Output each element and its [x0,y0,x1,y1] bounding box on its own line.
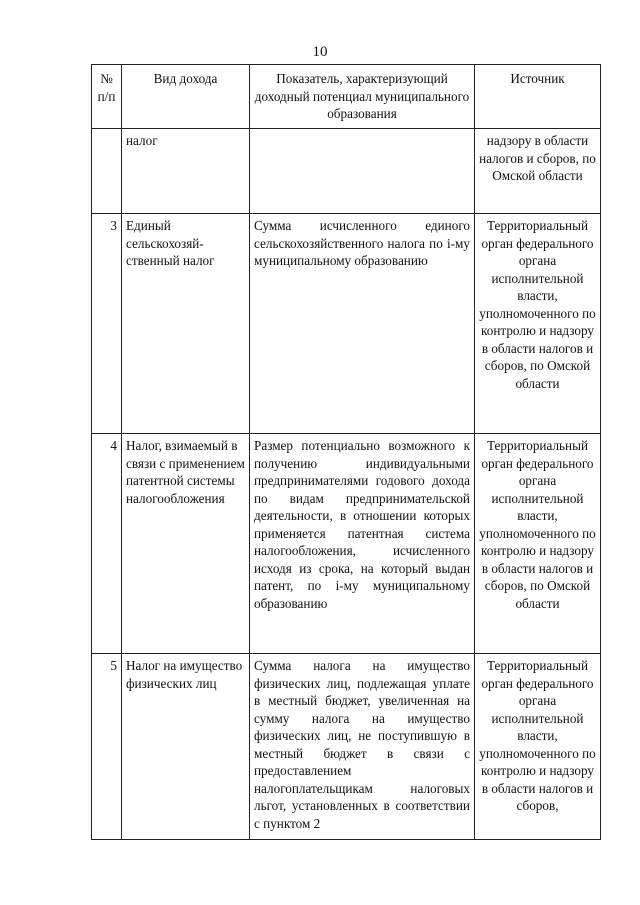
row-source: Территориальный орган федерального органа исполнительной власти, уполномоченного по контролю и надзору в области налогов и сборов, [475,654,601,840]
row-number [92,129,122,214]
table-header-row [92,65,601,129]
revenue-table [91,64,601,840]
table-row [92,434,601,654]
row-number: 4 [92,434,122,654]
header-revenue-type: Вид дохода [122,65,250,129]
row-indicator [250,129,475,214]
page-number: 10 [312,44,328,60]
row-source: надзору в области налогов и сборов, по Омской области [475,129,601,214]
row-revenue-type: Налог, взимаемый в связи с применением патентной системы налогообложения [122,434,250,654]
table-row [92,129,601,214]
row-revenue-type: Единый сельскохозяй-ственный налог [122,214,250,434]
header-indicator: Показатель, характеризующий доходный потенциал муниципального образования [250,65,475,129]
header-source: Источник [475,65,601,129]
row-source: Территориальный орган федерального органа исполнительной власти, уполномоченного по контролю и надзору в области налогов и сборов, по Омской области [475,434,601,654]
row-source: Территориальный орган федерального органа исполнительной власти, уполномоченного по контролю и надзору в области налогов и сборов, по Омской области [475,214,601,434]
header-number: № п/п [92,65,122,129]
table-row [92,654,601,840]
row-indicator: Размер потенциально возможного к получению индивидуальными предпринимателями годового дохода по видам предпринимательской деятельности, в отношении которых применяется патентная система налогообложения, исчисленного исходя из срока, на который выдан патент, по i-му муниципальному образованию [250,434,475,654]
row-indicator: Сумма налога на имущество физических лиц, подлежащая уплате в местный бюджет, увеличенная на сумму налога на имущество физических лиц, не поступившую в местный бюджет в связи с предоставлением налогоплательщикам налоговых льгот, установленных в соответствии с пунктом 2 [250,654,475,840]
row-number: 3 [92,214,122,434]
row-number: 5 [92,654,122,840]
row-revenue-type: налог [122,129,250,214]
row-indicator: Сумма исчисленного единого сельскохозяйственного налога по i-му муниципальному образованию [250,214,475,434]
row-revenue-type: Налог на имущество физических лиц [122,654,250,840]
table-row [92,214,601,434]
